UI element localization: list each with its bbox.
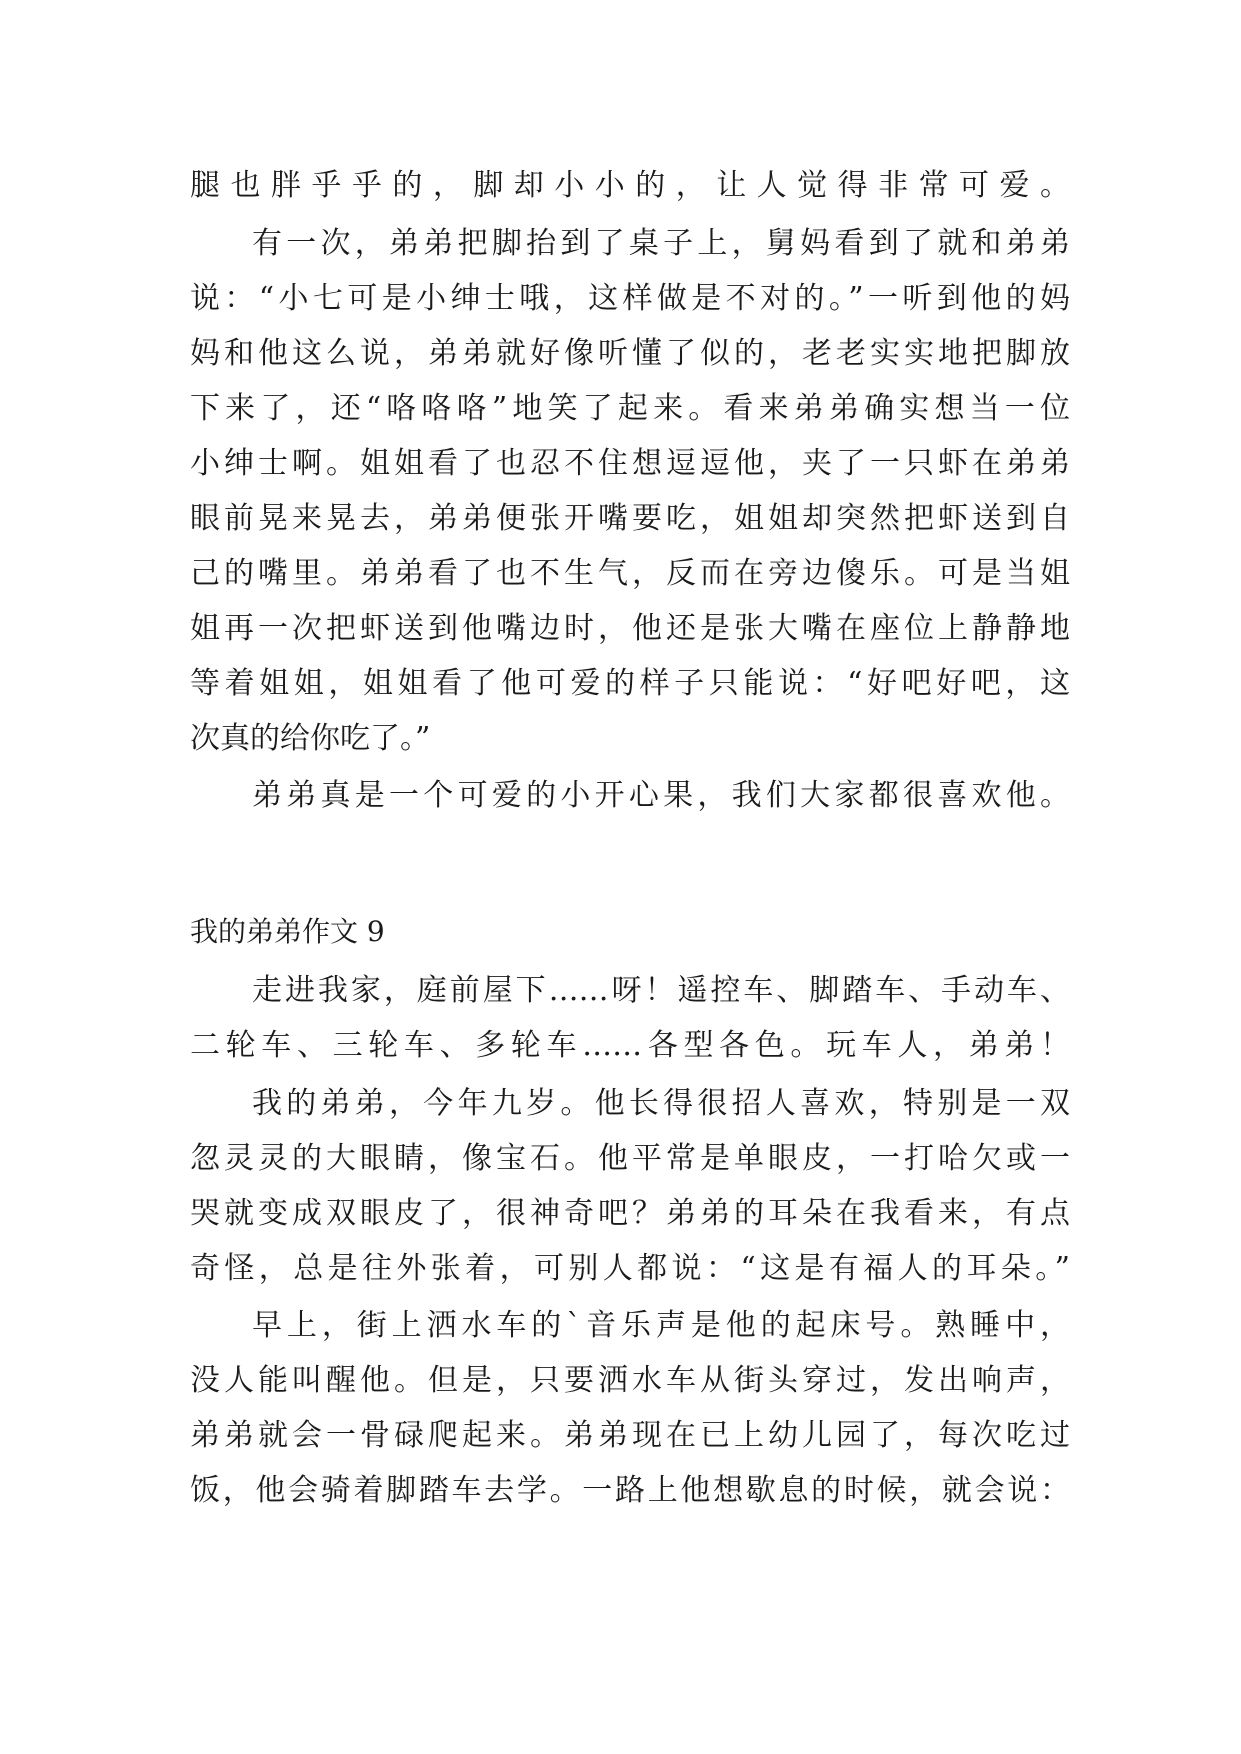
text-line: 小绅士啊。姐姐看了也忍不住想逗逗他，夹了一只虾在弟弟 bbox=[190, 446, 1070, 481]
text-line: 腿也胖乎乎的，脚却小小的，让人觉得非常可爱。 bbox=[190, 168, 1070, 203]
text-line: 奇怪，总是往外张着，可别人都说：“这是有福人的耳朵。” bbox=[190, 1251, 1070, 1286]
paragraph-first-line: 走进我家，庭前屋下……呀！遥控车、脚踏车、手动车、 bbox=[252, 973, 1070, 1008]
text-line: 忽灵灵的大眼睛，像宝石。他平常是单眼皮，一打哈欠或一 bbox=[190, 1141, 1070, 1176]
paragraph-first-line: 我的弟弟，今年九岁。他长得很招人喜欢，特别是一双 bbox=[252, 1086, 1070, 1121]
paragraph-first-line: 有一次，弟弟把脚抬到了桌子上，舅妈看到了就和弟弟 bbox=[252, 226, 1070, 261]
text-line: 姐再一次把虾送到他嘴边时，他还是张大嘴在座位上静静地 bbox=[190, 611, 1070, 646]
text-line: 次真的给你吃了。” bbox=[190, 721, 431, 756]
text-line: 哭就变成双眼皮了，很神奇吧？弟弟的耳朵在我看来，有点 bbox=[190, 1196, 1070, 1231]
text-line: 没人能叫醒他。但是，只要洒水车从街头穿过，发出响声， bbox=[190, 1363, 1070, 1398]
paragraph-first-line: 弟弟真是一个可爱的小开心果，我们大家都很喜欢他。 bbox=[252, 778, 1070, 813]
text-line: 眼前晃来晃去，弟弟便张开嘴要吃，姐姐却突然把虾送到自 bbox=[190, 501, 1070, 536]
text-line: 饭，他会骑着脚踏车去学。一路上他想歇息的时候，就会说： bbox=[190, 1473, 1070, 1508]
text-line: 己的嘴里。弟弟看了也不生气，反而在旁边傻乐。可是当姐 bbox=[190, 556, 1070, 591]
text-line: 妈和他这么说，弟弟就好像听懂了似的，老老实实地把脚放 bbox=[190, 336, 1070, 371]
section-heading: 我的弟弟作文 9 bbox=[190, 915, 385, 948]
text-line: 等着姐姐，姐姐看了他可爱的样子只能说：“好吧好吧，这 bbox=[190, 666, 1070, 701]
text-line: 二轮车、三轮车、多轮车……各型各色。玩车人，弟弟！ bbox=[190, 1028, 1070, 1063]
text-line: 弟弟就会一骨碌爬起来。弟弟现在已上幼儿园了，每次吃过 bbox=[190, 1418, 1070, 1453]
paragraph-first-line: 早上，街上洒水车的`音乐声是他的起床号。熟睡中， bbox=[252, 1308, 1070, 1343]
text-line: 下来了，还“咯咯咯”地笑了起来。看来弟弟确实想当一位 bbox=[190, 391, 1070, 426]
text-line: 说：“小七可是小绅士哦，这样做是不对的。”一听到他的妈 bbox=[190, 281, 1070, 316]
